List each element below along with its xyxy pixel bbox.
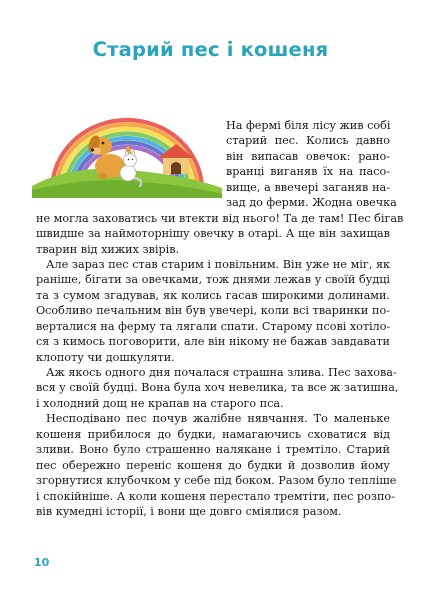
story-line: вище, а ввечері заганяв на- (226, 180, 390, 194)
story-line: він випасав овечок: рано- (226, 149, 390, 163)
story-line: пес обережно переніс кошеня до будки й дозволив йому (36, 458, 390, 472)
story-line: Аж якось одного дня почалася страшна злива. Пес захова- (46, 366, 397, 379)
story-line: На фермі біля лісу жив собі (226, 119, 391, 132)
story-line: зливи. Воно було страшенно налякане і тремтіло. Старий (36, 443, 390, 457)
page-number: 10 (34, 556, 50, 569)
story-line: вранці виганяв їх на пасо- (226, 165, 390, 179)
story-line: не могла заховатись чи втекти від нього! Та де там! Пес бігав (36, 211, 404, 225)
story-line: та з сумом згадував, як колись гасав широкими долинами. (36, 288, 390, 302)
story-line: вся у своїй будці. Вона була хоч невелика, та все ж затишна, (36, 381, 399, 395)
story-line: швидше за наймоторнішу овечку в отарі. А ще він захищав (36, 227, 390, 241)
story-line: клопоту чи дошкуляти. (36, 350, 175, 364)
story-line: старий пес. Колись давно (226, 134, 390, 148)
story-text (36, 118, 404, 519)
story-line: і холодний дощ не крапав на старого пса. (36, 396, 284, 410)
story-line: вів кумедні історії, і вони ще довго сміялися разом. (36, 504, 342, 518)
story-line: зад до ферми. Жодна овечка (226, 196, 397, 210)
story-line: і спокійніше. А коли кошеня перестало тремтіти, пес розпо- (36, 489, 395, 503)
story-line: Але зараз пес став старим і повільним. Він уже не міг, як (46, 257, 390, 271)
story-line: Особливо печальним він був увечері, коли всі тваринки по- (36, 304, 390, 318)
story-line: кошеня прибилося до будки, намагаючись сховатися від (36, 427, 390, 441)
story-line: згорнутися клубочком у себе під боком. Разом було тепліше (36, 474, 397, 488)
story-line: тварин від хижих звірів. (36, 242, 180, 256)
story-line: верталися на ферму та лягали спати. Старому псові хотіло- (36, 319, 391, 333)
story-line: ся з кимось поговорити, але він нікому не бажав завдавати (36, 335, 390, 349)
story-line: Несподівано пес почув жалібне нявчання. То маленьке (46, 412, 390, 426)
story-line: раніше, бігати за овечками, тож днями лежав у своїй будці (36, 273, 390, 287)
page-title: Старий пес і кошеня (92, 38, 329, 61)
